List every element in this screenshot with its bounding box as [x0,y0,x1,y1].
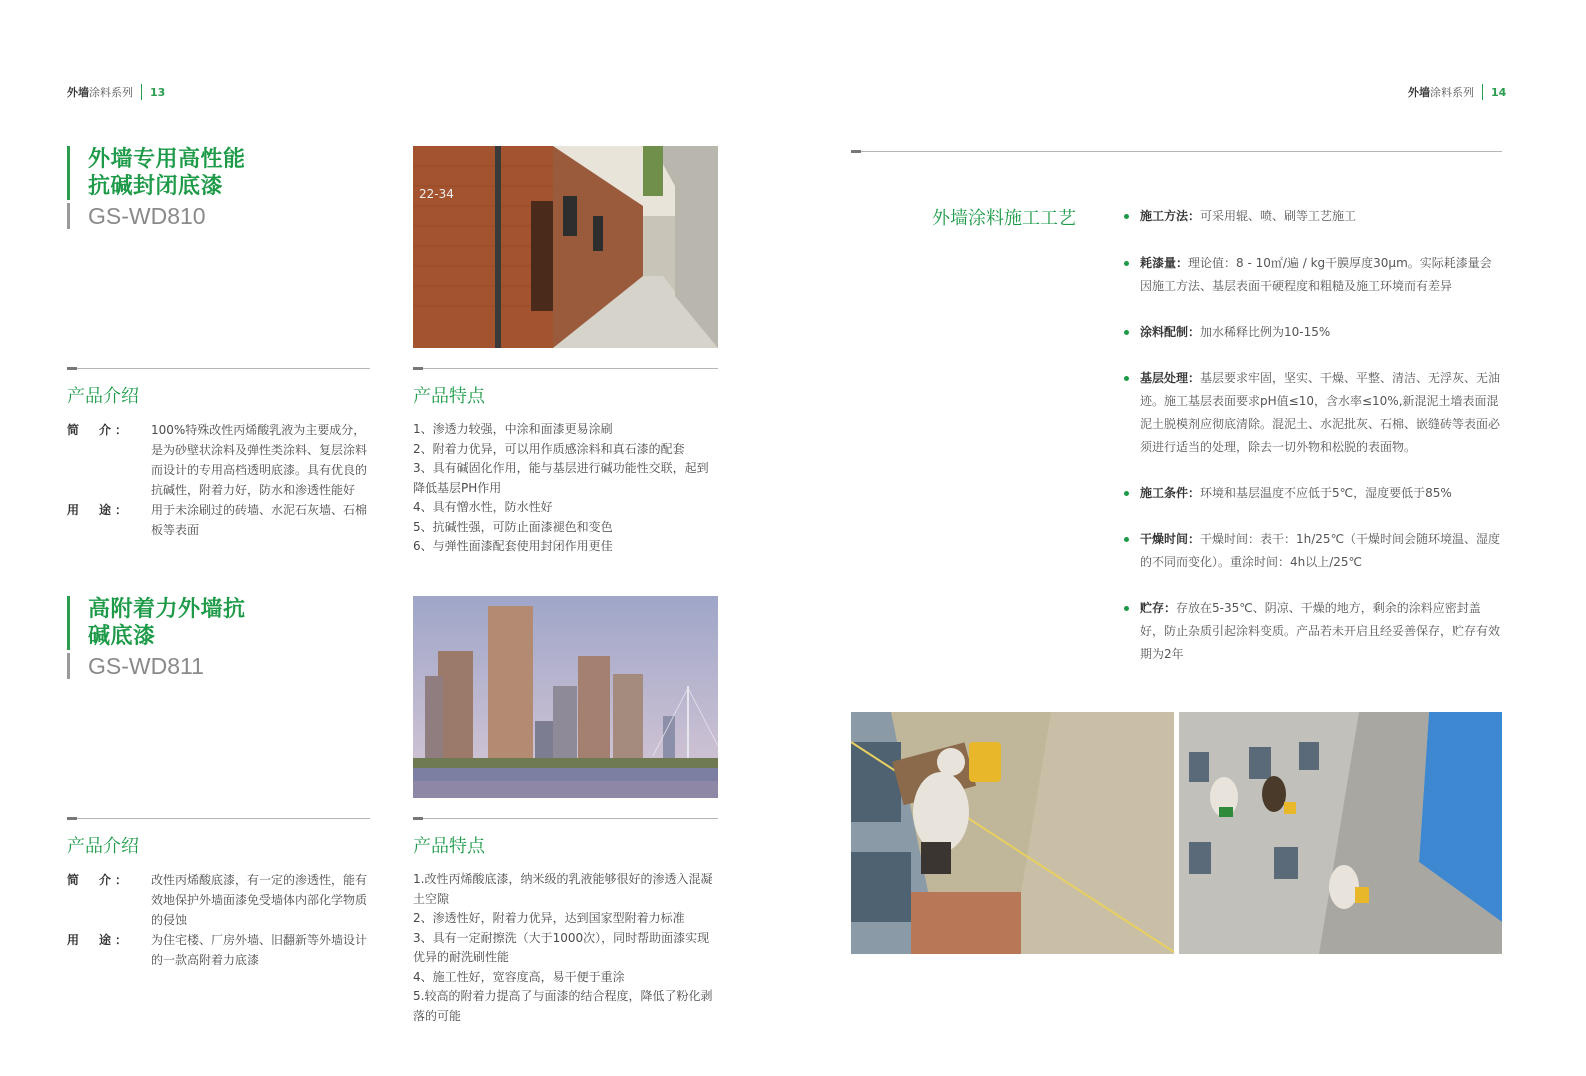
use-label: 用 途： [67,933,132,947]
header-divider [1482,84,1483,100]
process-label: 干燥时间： [1140,532,1201,546]
feature-item: 5、抗碱性强，可防止面漆褪色和变色 [413,519,613,534]
intro-text: 改性丙烯酸底漆，有一定的渗透性，能有效地保护外墙面漆免受墙体内部化学物质的侵蚀 [151,873,368,927]
features-divider [413,368,718,369]
process-text: 环境和基层温度不应低于5℃，湿度要低于85% [1200,486,1452,500]
top-divider [851,151,1502,152]
alley-photo-illustration [413,146,718,348]
skyline-photo-illustration [413,596,718,798]
product-code: GS-WD810 [67,203,206,229]
svg-text:22-34: 22-34 [419,187,454,201]
feature-item: 3、具有碱固化作用，能与基层进行碱功能性交联，起到降低基层PH作用 [413,461,709,495]
product-intro [67,870,372,970]
product-title [67,596,246,650]
feature-item: 5.较高的附着力提高了与面漆的结合程度，降低了粉化剥落的可能 [413,989,713,1023]
intro-label: 简 介： [67,873,132,887]
intro-divider [67,818,370,819]
bullet-icon [1124,214,1129,219]
use-row [67,500,372,540]
series-label: 涂料系列 [1430,86,1474,99]
process-label: 耗漆量： [1140,256,1189,270]
process-item [1140,205,1502,228]
page-number: 13 [150,85,166,99]
alley-photo [413,146,718,348]
feature-item: 4、具有憎水性，防水性好 [413,500,553,514]
process-item [1140,367,1502,459]
bullet-icon [1124,330,1129,335]
header-divider [141,84,142,100]
product-title [67,146,246,200]
feature-list [413,870,718,1026]
features-divider [413,818,718,819]
skyline-photo [413,596,718,798]
bullet-icon [1124,261,1129,266]
process-text: 加水稀释比例为10-15% [1200,325,1331,339]
features-heading: 产品特点 [413,386,485,407]
product-title-line1: 外墙专用高性能 [88,147,246,172]
intro-heading: 产品介绍 [67,836,139,857]
product-title-line2: 碱底漆 [88,624,156,649]
intro-row [67,420,372,500]
painter-photo-left [851,712,1174,954]
product-intro [67,420,372,540]
bullet-icon [1124,376,1129,381]
use-text: 为住宅楼、厂房外墙、旧翻新等外墙设计的一款高附着力底漆 [151,933,368,967]
product-code: GS-WD811 [67,653,204,679]
feature-item: 6、与弹性面漆配套使用封闭作用更佳 [413,539,613,553]
feature-item: 2、渗透性好，附着力优异，达到国家型附着力标准 [413,911,685,925]
painter-photo-right [1179,712,1502,954]
process-label: 施工方法： [1140,209,1201,223]
process-item [1140,252,1502,298]
intro-row [67,870,372,930]
intro-divider [67,368,370,369]
intro-heading: 产品介绍 [67,386,139,407]
process-text: 可采用辊、喷、刷等工艺施工 [1200,209,1357,223]
use-text: 用于未涂刷过的砖墙、水泥石灰墙、石棉板等表面 [151,503,368,537]
series-label: 涂料系列 [89,86,133,99]
process-title: 外墙涂料施工工艺 [932,208,1076,229]
feature-item: 1.改性丙烯酸底漆，纳米级的乳液能够很好的渗透入混凝土空隙 [413,872,713,906]
process-item [1140,482,1502,505]
series-label-bold: 外墙 [67,86,89,99]
right-page-header [1408,84,1506,100]
product-title-line1: 高附着力外墙抗 [88,597,246,622]
feature-item: 4、施工性好，宽容度高，易干便于重涂 [413,969,625,984]
bullet-icon [1124,491,1129,496]
intro-text: 100%特殊改性丙烯酸乳液为主要成分，是为砂壁状涂料及弹性类涂料、复层涂料而设计的专用高档透明底漆。具有优良的抗碱性，附着力好，防水和渗透性能好 [151,423,368,497]
use-row [67,930,372,970]
process-item [1140,528,1502,574]
use-label: 用 途： [67,503,132,517]
left-page-header [67,84,165,100]
process-label: 贮存： [1140,601,1177,615]
feature-item: 1、渗透力较强，中涂和面漆更易涂刷 [413,422,613,436]
product-title-line2: 抗碱封闭底漆 [88,174,224,199]
feature-list [413,420,718,557]
feature-item: 3、具有一定耐擦洗（大于1000次），同时帮助面漆实现优异的耐洗刷性能 [413,930,710,964]
process-label: 涂料配制： [1140,325,1201,339]
process-text: 存放在5-35℃、阴凉、干燥的地方，剩余的涂料应密封盖好，防止杂质引起涂料变质。产品若未开启且经妥善保存，贮存有效期为2年 [1140,601,1501,661]
page-number: 14 [1491,85,1507,99]
painter-photo-right-illustration [1179,712,1502,954]
process-label: 施工条件： [1140,486,1201,500]
process-text: 理论值：8 - 10㎡/遍 / kg干膜厚度30μm。实际耗漆量会因施工方法、基层表面干硬程度和粗糙及施工环境而有差异 [1140,256,1492,293]
process-item [1140,321,1502,344]
bullet-icon [1124,537,1129,542]
features-heading: 产品特点 [413,836,485,857]
process-item [1140,597,1502,666]
process-text: 干燥时间：表干：1h/25℃（干燥时间会随环境温、湿度的不同而变化）。重涂时间：4h以上/25℃ [1140,532,1501,569]
bullet-icon [1124,606,1129,611]
feature-item: 2、附着力优异，可以用作质感涂料和真石漆的配套 [413,441,685,456]
process-text: 基层要求牢固，坚实、干燥、平整、清洁、无浮灰、无油迹。施工基层表面要求pH值≤10，含水率≤10%,新混泥土墙表面混泥土脱模剂应彻底清除。混泥土、水泥批灰、石棉、嵌缝砖等表面必须进行适当的处理，除去一切外物和松脱的表面物。 [1140,371,1501,454]
painter-photo-left-illustration [851,712,1174,954]
process-label: 基层处理： [1140,371,1201,385]
intro-label: 简 介： [67,423,132,437]
series-label-bold: 外墙 [1408,86,1430,99]
